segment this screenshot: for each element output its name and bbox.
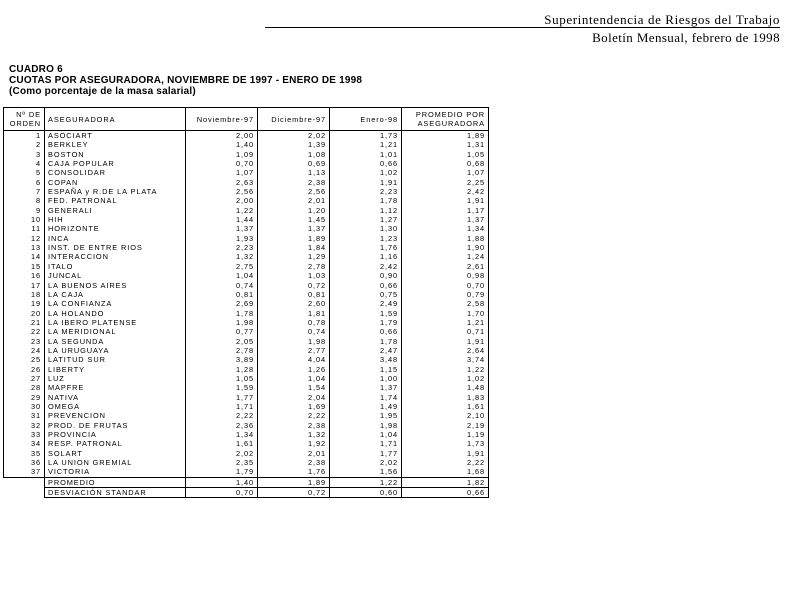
row-aseguradora: CONSOLIDAR <box>45 168 186 177</box>
row-orden: 27 <box>4 374 45 383</box>
table-row <box>4 449 489 458</box>
row-ene: 1,78 <box>330 337 402 346</box>
row-orden: 17 <box>4 281 45 290</box>
row-dic: 1,03 <box>258 271 330 280</box>
row-ene: 1,49 <box>330 402 402 411</box>
row-prom: 3,74 <box>402 355 489 364</box>
summary-label: PROMEDIO <box>45 477 186 487</box>
row-nov: 0,74 <box>186 281 258 290</box>
summary-spacer <box>4 477 45 487</box>
row-orden: 31 <box>4 411 45 420</box>
table-row <box>4 309 489 318</box>
row-ene: 1,73 <box>330 131 402 141</box>
report-header-institution: Superintendencia de Riesgos del Trabajo <box>544 12 780 27</box>
table-row <box>4 430 489 439</box>
row-nov: 0,81 <box>186 290 258 299</box>
row-prom: 1,68 <box>402 467 489 477</box>
row-nov: 2,35 <box>186 458 258 467</box>
row-ene: 1,27 <box>330 215 402 224</box>
row-ene: 1,78 <box>330 196 402 205</box>
row-ene: 1,59 <box>330 309 402 318</box>
row-dic: 1,69 <box>258 402 330 411</box>
row-orden: 6 <box>4 178 45 187</box>
row-aseguradora: CAJA POPULAR <box>45 159 186 168</box>
row-ene: 1,98 <box>330 421 402 430</box>
row-dic: 1,13 <box>258 168 330 177</box>
row-orden: 34 <box>4 439 45 448</box>
summary-ene: 0,60 <box>330 488 402 498</box>
row-aseguradora: COPAN <box>45 178 186 187</box>
row-aseguradora: OMEGA <box>45 402 186 411</box>
table-row <box>4 262 489 271</box>
row-nov: 1,79 <box>186 467 258 477</box>
row-ene: 1,91 <box>330 178 402 187</box>
row-prom: 1,17 <box>402 206 489 215</box>
row-orden: 16 <box>4 271 45 280</box>
row-orden: 30 <box>4 402 45 411</box>
table-row <box>4 467 489 477</box>
row-orden: 29 <box>4 393 45 402</box>
row-nov: 2,63 <box>186 178 258 187</box>
row-orden: 3 <box>4 150 45 159</box>
table-row <box>4 327 489 336</box>
row-ene: 1,30 <box>330 224 402 233</box>
summary-nov: 0,70 <box>186 488 258 498</box>
row-nov: 1,71 <box>186 402 258 411</box>
table-row <box>4 318 489 327</box>
report-header-bulletin: Boletín Mensual, febrero de 1998 <box>592 30 780 45</box>
row-orden: 19 <box>4 299 45 308</box>
row-aseguradora: LA IBERO PLATENSE <box>45 318 186 327</box>
row-nov: 2,56 <box>186 187 258 196</box>
row-ene: 1,02 <box>330 168 402 177</box>
row-prom: 0,70 <box>402 281 489 290</box>
row-ene: 2,47 <box>330 346 402 355</box>
summary-prom: 1,82 <box>402 477 489 487</box>
table-row <box>4 290 489 299</box>
row-prom: 1,89 <box>402 131 489 141</box>
summary-spacer <box>4 488 45 498</box>
row-aseguradora: GENERALI <box>45 206 186 215</box>
column-header-ene: Enero-98 <box>330 108 402 131</box>
table-number: CUADRO 6 <box>9 64 63 75</box>
table-row <box>4 140 489 149</box>
row-orden: 37 <box>4 467 45 477</box>
table-row <box>4 346 489 355</box>
row-aseguradora: LA BUENOS AIRES <box>45 281 186 290</box>
row-prom: 2,42 <box>402 187 489 196</box>
column-header-promedio <box>402 108 489 131</box>
row-orden: 10 <box>4 215 45 224</box>
row-nov: 2,78 <box>186 346 258 355</box>
row-dic: 2,22 <box>258 411 330 420</box>
row-aseguradora: ESPAÑA y R.DE LA PLATA <box>45 187 186 196</box>
row-dic: 2,38 <box>258 178 330 187</box>
row-ene: 1,04 <box>330 430 402 439</box>
row-dic: 2,78 <box>258 262 330 271</box>
row-nov: 1,77 <box>186 393 258 402</box>
table-row <box>4 178 489 187</box>
row-prom: 1,24 <box>402 252 489 261</box>
row-prom: 1,90 <box>402 243 489 252</box>
row-dic: 0,69 <box>258 159 330 168</box>
row-nov: 0,77 <box>186 327 258 336</box>
row-dic: 1,92 <box>258 439 330 448</box>
row-nov: 1,61 <box>186 439 258 448</box>
row-nov: 1,34 <box>186 430 258 439</box>
row-ene: 1,00 <box>330 374 402 383</box>
row-nov: 2,00 <box>186 196 258 205</box>
row-dic: 1,89 <box>258 234 330 243</box>
row-ene: 0,66 <box>330 327 402 336</box>
table-row <box>4 243 489 252</box>
row-prom: 1,88 <box>402 234 489 243</box>
row-ene: 1,16 <box>330 252 402 261</box>
row-nov: 1,05 <box>186 374 258 383</box>
row-aseguradora: LATITUD SUR <box>45 355 186 364</box>
row-nov: 2,02 <box>186 449 258 458</box>
row-orden: 22 <box>4 327 45 336</box>
summary-dic: 0,72 <box>258 488 330 498</box>
row-ene: 2,02 <box>330 458 402 467</box>
row-ene: 1,21 <box>330 140 402 149</box>
row-prom: 2,64 <box>402 346 489 355</box>
row-nov: 1,32 <box>186 252 258 261</box>
row-nov: 2,23 <box>186 243 258 252</box>
row-ene: 1,37 <box>330 383 402 392</box>
row-aseguradora: RESP. PATRONAL <box>45 439 186 448</box>
row-orden: 23 <box>4 337 45 346</box>
row-prom: 1,22 <box>402 365 489 374</box>
table-row <box>4 439 489 448</box>
table-row <box>4 234 489 243</box>
row-dic: 2,38 <box>258 458 330 467</box>
row-dic: 1,81 <box>258 309 330 318</box>
row-aseguradora: INST. DE ENTRE RIOS <box>45 243 186 252</box>
row-aseguradora: FED. PATRONAL <box>45 196 186 205</box>
row-aseguradora: VICTORIA <box>45 467 186 477</box>
column-header-orden-bottom: ORDEN <box>9 119 41 128</box>
row-prom: 0,71 <box>402 327 489 336</box>
row-orden: 1 <box>4 131 45 141</box>
table-row <box>4 206 489 215</box>
row-prom: 1,19 <box>402 430 489 439</box>
column-header-promedio-top: PROMEDIO POR <box>415 110 485 119</box>
column-header-dic: Diciembre-97 <box>258 108 330 131</box>
row-prom: 1,31 <box>402 140 489 149</box>
row-nov: 1,59 <box>186 383 258 392</box>
row-prom: 2,10 <box>402 411 489 420</box>
row-dic: 1,54 <box>258 383 330 392</box>
table-row <box>4 393 489 402</box>
row-dic: 0,81 <box>258 290 330 299</box>
row-nov: 1,78 <box>186 309 258 318</box>
table-row <box>4 383 489 392</box>
row-aseguradora: HIH <box>45 215 186 224</box>
table-row <box>4 337 489 346</box>
row-prom: 1,83 <box>402 393 489 402</box>
table-title: CUOTAS POR ASEGURADORA, NOVIEMBRE DE 1997 - ENERO DE 1998 <box>9 75 363 86</box>
row-aseguradora: JUNCAL <box>45 271 186 280</box>
row-orden: 18 <box>4 290 45 299</box>
row-dic: 1,39 <box>258 140 330 149</box>
row-orden: 2 <box>4 140 45 149</box>
row-dic: 2,56 <box>258 187 330 196</box>
row-nov: 1,93 <box>186 234 258 243</box>
row-aseguradora: LA SEGUNDA <box>45 337 186 346</box>
summary-nov: 1,40 <box>186 477 258 487</box>
row-ene: 0,66 <box>330 159 402 168</box>
row-prom: 2,25 <box>402 178 489 187</box>
row-dic: 1,76 <box>258 467 330 477</box>
row-dic: 0,78 <box>258 318 330 327</box>
row-ene: 1,74 <box>330 393 402 402</box>
row-ene: 0,90 <box>330 271 402 280</box>
row-aseguradora: LA UNION GREMIAL <box>45 458 186 467</box>
row-dic: 2,01 <box>258 449 330 458</box>
table-row <box>4 271 489 280</box>
row-orden: 11 <box>4 224 45 233</box>
row-nov: 1,04 <box>186 271 258 280</box>
column-header-promedio-bottom: ASEGURADORA <box>417 119 485 128</box>
row-prom: 1,61 <box>402 402 489 411</box>
row-orden: 20 <box>4 309 45 318</box>
row-prom: 0,68 <box>402 159 489 168</box>
row-prom: 1,91 <box>402 196 489 205</box>
row-ene: 2,42 <box>330 262 402 271</box>
row-dic: 1,98 <box>258 337 330 346</box>
quotas-table <box>3 107 489 498</box>
row-nov: 2,69 <box>186 299 258 308</box>
table-subtitle: (Como porcentaje de la masa salarial) <box>9 86 196 97</box>
row-ene: 1,15 <box>330 365 402 374</box>
row-orden: 14 <box>4 252 45 261</box>
row-aseguradora: BERKLEY <box>45 140 186 149</box>
row-orden: 15 <box>4 262 45 271</box>
row-aseguradora: MAPFRE <box>45 383 186 392</box>
row-ene: 3,48 <box>330 355 402 364</box>
row-prom: 1,70 <box>402 309 489 318</box>
row-prom: 1,91 <box>402 449 489 458</box>
row-nov: 2,00 <box>186 131 258 141</box>
table-row <box>4 402 489 411</box>
row-aseguradora: INCA <box>45 234 186 243</box>
row-nov: 2,36 <box>186 421 258 430</box>
row-aseguradora: LIBERTY <box>45 365 186 374</box>
row-nov: 1,40 <box>186 140 258 149</box>
row-nov: 2,05 <box>186 337 258 346</box>
table-row <box>4 281 489 290</box>
row-aseguradora: SOLART <box>45 449 186 458</box>
row-orden: 9 <box>4 206 45 215</box>
row-aseguradora: ITALO <box>45 262 186 271</box>
row-prom: 1,07 <box>402 168 489 177</box>
row-aseguradora: BOSTON <box>45 150 186 159</box>
row-aseguradora: PREVENCION <box>45 411 186 420</box>
row-dic: 1,26 <box>258 365 330 374</box>
row-prom: 1,02 <box>402 374 489 383</box>
row-prom: 1,91 <box>402 337 489 346</box>
row-nov: 1,07 <box>186 168 258 177</box>
table-titles <box>9 64 362 97</box>
column-header-aseguradora: ASEGURADORA <box>45 108 186 131</box>
table-body <box>4 131 489 478</box>
row-aseguradora: LUZ <box>45 374 186 383</box>
column-header-orden-top: Nº DE <box>16 110 41 119</box>
row-ene: 1,95 <box>330 411 402 420</box>
table-row <box>4 159 489 168</box>
table-row <box>4 168 489 177</box>
table-row <box>4 458 489 467</box>
row-orden: 28 <box>4 383 45 392</box>
row-ene: 1,23 <box>330 234 402 243</box>
row-nov: 2,22 <box>186 411 258 420</box>
row-ene: 2,49 <box>330 299 402 308</box>
row-orden: 13 <box>4 243 45 252</box>
row-orden: 12 <box>4 234 45 243</box>
table-row <box>4 411 489 420</box>
table-row <box>4 355 489 364</box>
summary-label: DESVIACIÓN STANDAR <box>45 488 186 498</box>
row-dic: 1,04 <box>258 374 330 383</box>
row-aseguradora: HORIZONTE <box>45 224 186 233</box>
row-orden: 25 <box>4 355 45 364</box>
row-orden: 33 <box>4 430 45 439</box>
row-nov: 1,22 <box>186 206 258 215</box>
row-prom: 2,19 <box>402 421 489 430</box>
row-orden: 4 <box>4 159 45 168</box>
row-orden: 24 <box>4 346 45 355</box>
row-dic: 1,45 <box>258 215 330 224</box>
row-dic: 0,72 <box>258 281 330 290</box>
column-header-orden <box>4 108 45 131</box>
row-prom: 1,21 <box>402 318 489 327</box>
row-orden: 7 <box>4 187 45 196</box>
header-divider <box>265 27 780 28</box>
row-aseguradora: LA HOLANDO <box>45 309 186 318</box>
row-dic: 4,04 <box>258 355 330 364</box>
table-row <box>4 224 489 233</box>
row-orden: 35 <box>4 449 45 458</box>
table-row <box>4 365 489 374</box>
row-ene: 0,66 <box>330 281 402 290</box>
row-aseguradora: NATIVA <box>45 393 186 402</box>
column-header-nov: Noviembre-97 <box>186 108 258 131</box>
row-nov: 3,89 <box>186 355 258 364</box>
row-aseguradora: LA MERIDIONAL <box>45 327 186 336</box>
row-prom: 2,61 <box>402 262 489 271</box>
row-dic: 2,01 <box>258 196 330 205</box>
row-prom: 1,37 <box>402 215 489 224</box>
row-prom: 1,48 <box>402 383 489 392</box>
row-ene: 1,76 <box>330 243 402 252</box>
row-orden: 8 <box>4 196 45 205</box>
row-prom: 2,58 <box>402 299 489 308</box>
row-dic: 1,20 <box>258 206 330 215</box>
row-orden: 5 <box>4 168 45 177</box>
row-aseguradora: PROVINCIA <box>45 430 186 439</box>
row-aseguradora: INTERACCION <box>45 252 186 261</box>
row-dic: 1,32 <box>258 430 330 439</box>
row-ene: 1,77 <box>330 449 402 458</box>
row-aseguradora: PROD. DE FRUTAS <box>45 421 186 430</box>
row-dic: 1,29 <box>258 252 330 261</box>
row-nov: 1,98 <box>186 318 258 327</box>
summary-ene: 1,22 <box>330 477 402 487</box>
summary-row-desviacion <box>4 488 489 498</box>
row-aseguradora: LA URUGUAYA <box>45 346 186 355</box>
row-ene: 1,71 <box>330 439 402 448</box>
row-nov: 0,70 <box>186 159 258 168</box>
table-row <box>4 299 489 308</box>
row-ene: 1,56 <box>330 467 402 477</box>
table-header-row <box>4 108 489 131</box>
row-aseguradora: ASOCIART <box>45 131 186 141</box>
row-dic: 2,38 <box>258 421 330 430</box>
row-orden: 26 <box>4 365 45 374</box>
row-prom: 0,98 <box>402 271 489 280</box>
row-nov: 1,09 <box>186 150 258 159</box>
row-dic: 0,74 <box>258 327 330 336</box>
row-ene: 1,12 <box>330 206 402 215</box>
summary-dic: 1,89 <box>258 477 330 487</box>
table-row <box>4 421 489 430</box>
row-prom: 1,34 <box>402 224 489 233</box>
table-row <box>4 150 489 159</box>
row-orden: 21 <box>4 318 45 327</box>
row-dic: 2,77 <box>258 346 330 355</box>
table-row <box>4 187 489 196</box>
row-dic: 2,04 <box>258 393 330 402</box>
row-aseguradora: LA CAJA <box>45 290 186 299</box>
row-prom: 0,79 <box>402 290 489 299</box>
row-ene: 0,75 <box>330 290 402 299</box>
row-dic: 1,08 <box>258 150 330 159</box>
row-nov: 2,75 <box>186 262 258 271</box>
table-row <box>4 374 489 383</box>
row-aseguradora: LA CONFIANZA <box>45 299 186 308</box>
row-nov: 1,37 <box>186 224 258 233</box>
row-ene: 2,23 <box>330 187 402 196</box>
summary-row-promedio <box>4 477 489 487</box>
row-prom: 2,22 <box>402 458 489 467</box>
row-ene: 1,01 <box>330 150 402 159</box>
row-nov: 1,44 <box>186 215 258 224</box>
row-dic: 1,37 <box>258 224 330 233</box>
row-orden: 36 <box>4 458 45 467</box>
table-row <box>4 131 489 141</box>
row-dic: 1,84 <box>258 243 330 252</box>
row-prom: 1,73 <box>402 439 489 448</box>
row-prom: 1,05 <box>402 150 489 159</box>
row-orden: 32 <box>4 421 45 430</box>
row-ene: 1,79 <box>330 318 402 327</box>
table-row <box>4 215 489 224</box>
summary-prom: 0,66 <box>402 488 489 498</box>
row-dic: 2,60 <box>258 299 330 308</box>
table-row <box>4 196 489 205</box>
row-dic: 2,02 <box>258 131 330 141</box>
table-row <box>4 252 489 261</box>
row-nov: 1,28 <box>186 365 258 374</box>
